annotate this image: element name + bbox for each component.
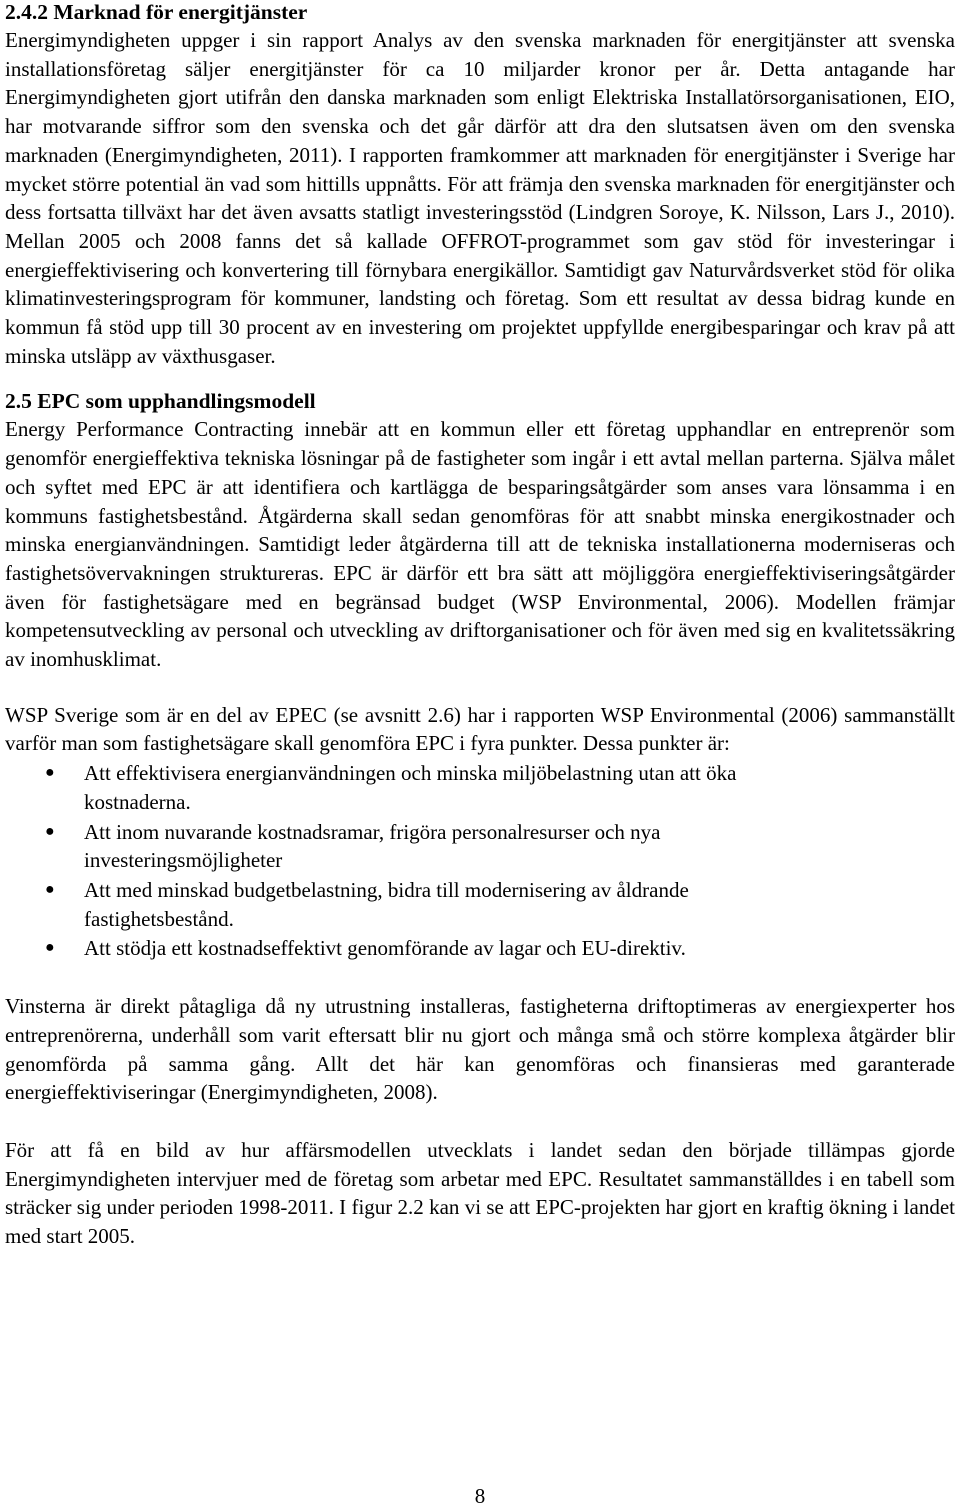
section-heading-2-4-2: 2.4.2 Marknad för energitjänster xyxy=(5,0,308,24)
list-item xyxy=(5,934,824,963)
bullet-icon: ● xyxy=(45,764,55,782)
paragraph-market-energy-services: Energimyndigheten uppger i sin rapport Analys av den svenska marknaden för energitjänster att svenska installationsföretag säljer energitjänster för ca 10 miljarder kronor per år. Detta antagande har Energimyndigheten gjort utifrån den danska marknaden som enligt Elektriska Installatörsorganisationen, EIO, har motvarande siffror som den svenska och det går därför att dra den slutsatsen även om den svenska marknaden (Energimyndigheten, 2011). I rapporten framkommer att marknaden för energitjänster i Sverige har mycket större potential än vad som hittills uppnåtts. För att främja den svenska marknaden för energitjänster och dess fortsatta tillväxt har det även avsatts statligt investeringsstöd (Lindgren Soroye, K. Nilsson, Lars J., 2010). Mellan 2005 och 2008 fanns det så kallade OFFROT-programmet som gav stöd för investeringar i energieffektivisering och konvertering till förnybara energikällor. Samtidigt gav Naturvårdsverket stöd för olika klimatinvesteringsprogram för kommuner, landsting och företag. Som ett resultat av dessa bidrag kunde en kommun få stöd upp till 30 procent av en investering om projektet uppfyllde energibesparingar och krav på att minska utsläpp av växthusgaser. xyxy=(5,28,955,368)
paragraph-wsp-report: WSP Sverige som är en del av EPEC (se avsnitt 2.6) har i rapporten WSP Environmental (2006) sammanställt varför man som fastighetsägare skall genomföra EPC i fyra punkter. Dessa punkter är: xyxy=(5,702,955,756)
section-heading-2-5: 2.5 EPC som upphandlingsmodell xyxy=(5,389,316,414)
document-page xyxy=(5,0,955,1251)
list-item-text: Att inom nuvarande kostnadsramar, frigöra personalresurser och nya investeringsmöjligheter xyxy=(84,819,661,873)
paragraph-epc-definition: Energy Performance Contracting innebär att en kommun eller ett företag upphandlar en entreprenör som genomför energieffektiva tekniska lösningar på de fastigheter som ingår i ett avtal mellan parterna. Själva målet och syftet med EPC är att identifiera och kartlägga de besparingsåtgärder som anses vara lönsamma i en kommuns fastighetsbestånd. Åtgärderna skall sedan genomföras för att snabbt minska energikostnader och minska energianvändningen. Samtidigt leder åtgärderna till att de tekniska installationerna moderniseras och fastighetsövervakningen struktureras. EPC är därför ett bra sätt att möjliggöra energieffektiviseringsåtgärder även för fastighetsägare med en begränsad budget (WSP Environmental, 2006). Modellen främjar kompetensutveckling av personal och utveckling av driftorganisationer och för även med sig en kvalitetssäkring av inomhusklimat. xyxy=(5,417,955,672)
paragraph-benefits: Vinsterna är direkt påtagliga då ny utrustning installeras, fastigheterna driftoptimeras av energiexperter hos entreprenörerna, underhåll som varit eftersatt blir nu gjort och många små och större komplexa åtgärder blir genomförda på samma gång. Allt det här kan genomföras och finansieras med garanterade energieffektiviseringar (Energimyndigheten, 2008). xyxy=(5,994,955,1105)
paragraph-business-model-development: För att få en bild av hur affärsmodellen utvecklats i landet sedan den började tillämpas gjorde Energimyndigheten intervjuer med de företag som arbetar med EPC. Resultatet sammanställdes i en tabell som sträcker sig under perioden 1998-2011. I figur 2.2 kan vi se att EPC-projekten har gjort en kraftig ökning i landet med start 2005. xyxy=(5,1137,955,1249)
bullet-icon: ● xyxy=(45,822,55,840)
list-item-text: Att stödja ett kostnadseffektivt genomförande av lagar och EU-direktiv. xyxy=(84,936,686,961)
list-item xyxy=(5,759,824,816)
list-item-text: Att med minskad budgetbelastning, bidra till modernisering av åldrande fastighetsbestånd. xyxy=(84,877,689,931)
list-item xyxy=(5,876,824,933)
list-item-text: Att effektivisera energianvändningen och minska miljöbelastning utan att öka kostnaderna. xyxy=(84,761,737,814)
bullet-icon: ● xyxy=(45,939,55,957)
list-item xyxy=(5,818,824,875)
epc-reasons-list xyxy=(5,759,955,963)
bullet-icon: ● xyxy=(45,880,55,898)
page-number: 8 xyxy=(474,1484,486,1508)
